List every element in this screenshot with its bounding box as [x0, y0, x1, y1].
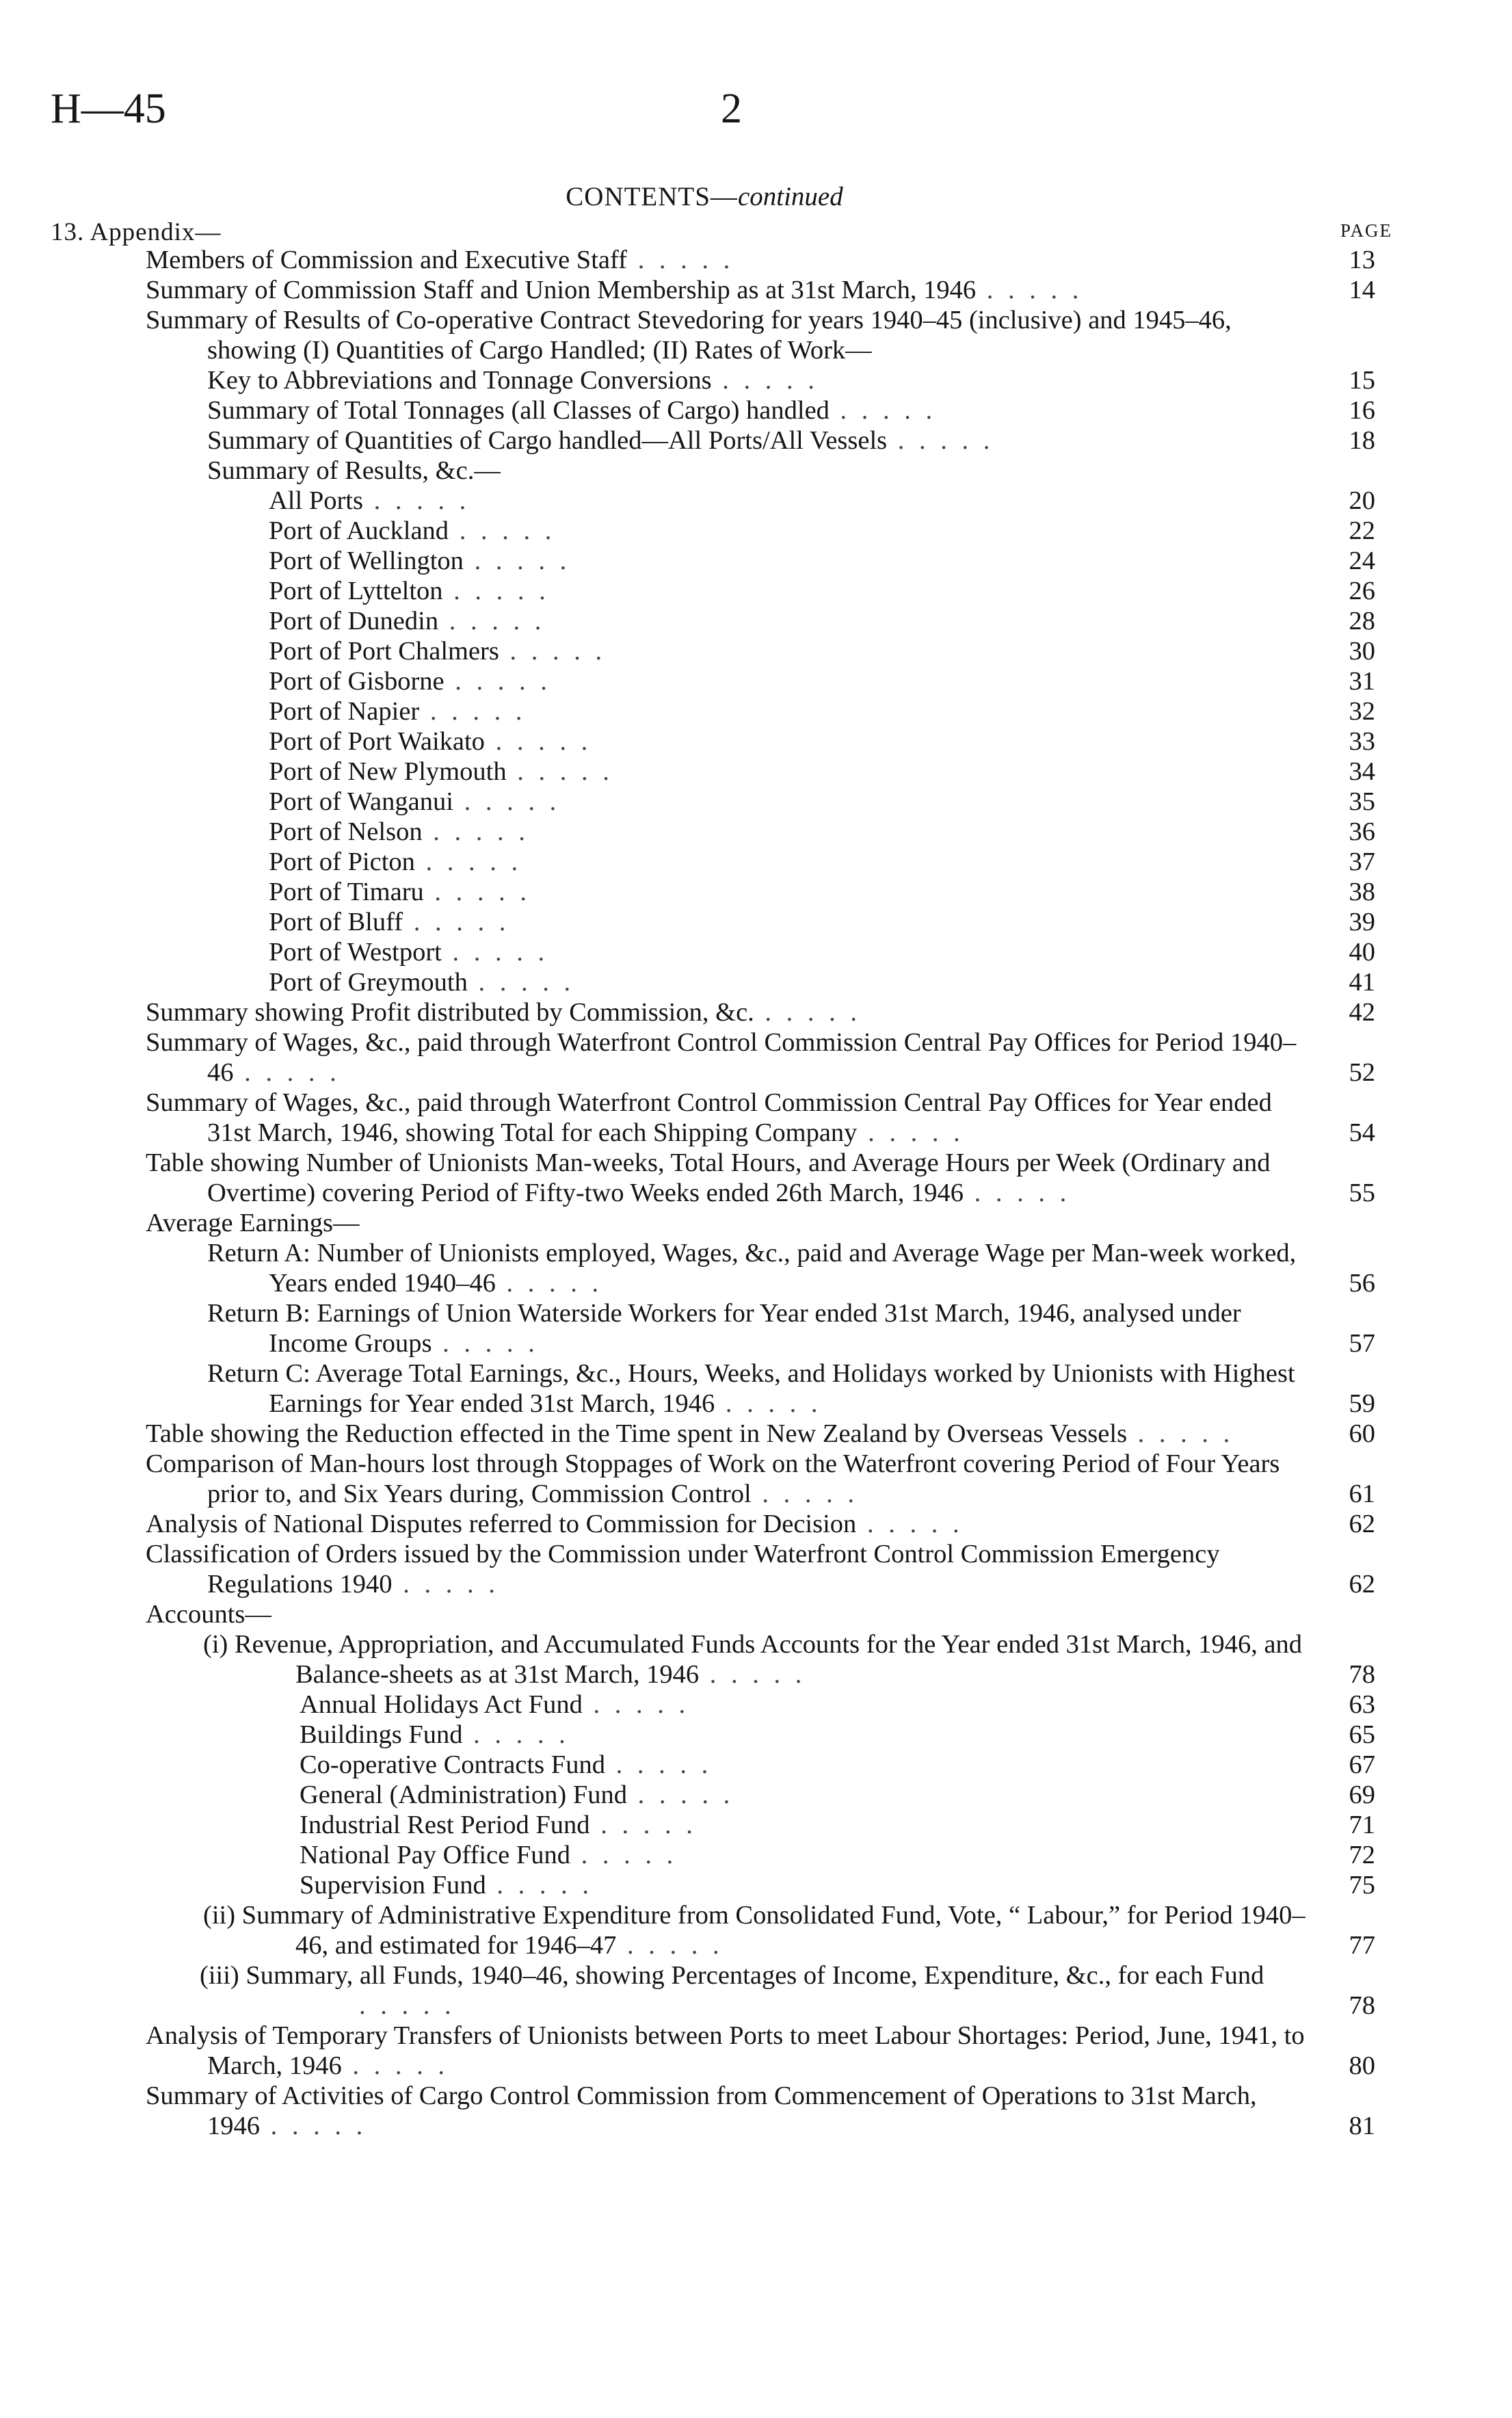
- dot-leader: . . . . .: [438, 607, 546, 635]
- appendix-heading: 13. Appendix—: [51, 218, 222, 246]
- toc-entry: [0, 606, 1512, 636]
- toc-entry-text: Summary of Total Tonnages (all Classes of Cargo) handled: [207, 396, 830, 425]
- toc-entry-text: Summary of Wages, &c., paid through Waterfront Control Commission Central Pay Offices for Period 1940–46: [146, 1028, 1297, 1087]
- toc-entry-text: Port of Wanganui: [269, 787, 453, 816]
- toc-entry-page: 78: [1349, 1991, 1375, 2020]
- toc-entry-page: 36: [1349, 817, 1375, 846]
- toc-entry-page: 32: [1349, 697, 1375, 726]
- toc-entry: [0, 1509, 1512, 1539]
- toc-entry: [0, 546, 1512, 576]
- dot-leader: . . . . .: [964, 1179, 1071, 1207]
- table-of-contents: [0, 245, 1512, 2141]
- toc-entry: [0, 636, 1512, 666]
- toc-entry-page: 62: [1349, 1510, 1375, 1538]
- toc-entry: [0, 666, 1512, 696]
- toc-entry: [0, 1088, 1512, 1148]
- toc-entry: [0, 696, 1512, 726]
- toc-entry: [0, 365, 1512, 395]
- toc-entry-page: 16: [1349, 396, 1375, 425]
- dot-leader: . . . . .: [444, 667, 551, 696]
- toc-entry: [0, 1720, 1512, 1750]
- toc-entry: [0, 847, 1512, 877]
- toc-entry-text: Port of Gisborne: [269, 667, 445, 696]
- toc-entry: [0, 1900, 1512, 1960]
- toc-entry-text: (ii) Summary of Administrative Expenditure from Consolidated Fund, Vote, “ Labour,” for Period 1940–46, and estimated for 1946–47: [203, 1901, 1305, 1960]
- toc-entry-text: Classification of Orders issued by the Commission under Waterfront Control Commission Emergency Regulations 1940: [146, 1540, 1220, 1599]
- toc-entry-page: 22: [1349, 516, 1375, 545]
- toc-entry-text: All Ports: [269, 486, 363, 515]
- dot-leader: . . . . .: [462, 1720, 570, 1749]
- toc-entry-text: Annual Holidays Act Fund: [300, 1690, 583, 1719]
- dot-leader: . . . . .: [856, 1510, 964, 1538]
- contents-title-main: CONTENTS—: [566, 182, 738, 211]
- page-number: 2: [721, 86, 742, 132]
- toc-entry: [0, 1238, 1512, 1298]
- toc-entry-text: Port of Napier: [269, 697, 420, 726]
- toc-entry-text: Members of Commission and Executive Staff: [146, 246, 627, 274]
- dot-leader: . . . . .: [359, 1991, 455, 2020]
- toc-entry-page: 56: [1349, 1269, 1375, 1298]
- dot-leader: . . . . .: [857, 1118, 964, 1147]
- toc-entry-text: Average Earnings—: [146, 1209, 360, 1237]
- toc-entry-text: Summary of Activities of Cargo Control Commission from Commencement of Operations to 31st March, 1946: [146, 2081, 1257, 2140]
- toc-entry-page: 30: [1349, 637, 1375, 666]
- contents-title: [0, 181, 1409, 212]
- toc-entry-page: 52: [1349, 1058, 1375, 1087]
- toc-entry-page: 60: [1349, 1419, 1375, 1448]
- toc-entry-page: 14: [1349, 276, 1375, 304]
- dot-leader: . . . . .: [463, 547, 571, 575]
- toc-entry-page: 37: [1349, 847, 1375, 876]
- toc-entry-text: Port of Wellington: [269, 547, 464, 575]
- contents-title-continued: continued: [737, 182, 843, 211]
- dot-leader: . . . . .: [423, 878, 531, 906]
- toc-entry-text: Port of Dunedin: [269, 607, 439, 635]
- toc-entry-page: 28: [1349, 607, 1375, 635]
- toc-entry-page: 13: [1349, 246, 1375, 274]
- toc-entry-text: Port of Port Chalmers: [269, 637, 499, 666]
- toc-entry-page: 72: [1349, 1841, 1375, 1869]
- dot-leader: . . . . .: [506, 757, 613, 786]
- toc-entry: [0, 245, 1512, 275]
- toc-entry-page: 67: [1349, 1750, 1375, 1779]
- dot-leader: . . . . .: [605, 1750, 713, 1779]
- toc-entry-page: 15: [1349, 366, 1375, 395]
- toc-entry: [0, 275, 1512, 305]
- dot-leader: . . . . .: [616, 1931, 724, 1960]
- toc-entry-text: (iii) Summary, all Funds, 1940–46, showing Percentages of Income, Expenditure, &c., for each Fund: [200, 1961, 1264, 1990]
- toc-entry: [0, 877, 1512, 907]
- toc-entry-text: Industrial Rest Period Fund: [300, 1811, 590, 1839]
- dot-leader: . . . . .: [715, 1389, 822, 1418]
- toc-entry-text: Port of Greymouth: [269, 968, 468, 997]
- toc-entry-text: Comparison of Man-hours lost through Stoppages of Work on the Waterfront covering Period of Four Years prior to, and Six Years during, Commission Control: [146, 1449, 1280, 1508]
- dot-leader: . . . . .: [582, 1690, 690, 1719]
- toc-entry: [0, 1629, 1512, 1690]
- toc-entry-page: 81: [1349, 2112, 1375, 2140]
- dot-leader: . . . . .: [484, 727, 592, 756]
- dot-leader: . . . . .: [829, 396, 937, 425]
- toc-entry-page: 34: [1349, 757, 1375, 786]
- toc-entry: [0, 2081, 1512, 2141]
- toc-entry: [0, 516, 1512, 546]
- toc-entry-text: Port of Bluff: [269, 908, 403, 936]
- toc-entry: [0, 787, 1512, 817]
- toc-entry: [0, 1208, 1512, 1238]
- toc-entry-text: Summary showing Profit distributed by Commission, &c.: [146, 998, 754, 1027]
- toc-entry: [0, 1298, 1512, 1358]
- toc-entry-page: 77: [1349, 1931, 1375, 1960]
- toc-entry-page: 24: [1349, 547, 1375, 575]
- toc-entry-page: 59: [1349, 1389, 1375, 1418]
- toc-entry-text: Table showing Number of Unionists Man-weeks, Total Hours, and Average Hours per Week (Ordinary and Overtime) covering Period of Fifty-two Weeks ended 26th March, 1946: [146, 1148, 1271, 1207]
- toc-entry-page: 35: [1349, 787, 1375, 816]
- dot-leader: . . . . .: [754, 998, 862, 1027]
- dot-leader: . . . . .: [627, 1780, 734, 1809]
- dot-leader: . . . . .: [453, 787, 561, 816]
- dot-leader: . . . . .: [449, 516, 556, 545]
- dot-leader: . . . . .: [589, 1811, 697, 1839]
- dot-leader: . . . . .: [699, 1660, 806, 1689]
- toc-entry-page: 75: [1349, 1871, 1375, 1900]
- toc-entry-text: Return C: Average Total Earnings, &c., Hours, Weeks, and Holidays worked by Unionists with Highest Earnings for Year ended 31st March, 1946: [207, 1359, 1295, 1418]
- dot-leader: . . . . .: [392, 1570, 499, 1599]
- toc-entry: [0, 1780, 1512, 1810]
- toc-entry-text: Table showing the Reduction effected in the Time spent in New Zealand by Overseas Vessels: [146, 1419, 1128, 1448]
- dot-leader: . . . . .: [570, 1841, 678, 1869]
- toc-entry: [0, 305, 1512, 365]
- toc-entry-page: 38: [1349, 878, 1375, 906]
- toc-entry-text: (i) Revenue, Appropriation, and Accumulated Funds Accounts for the Year ended 31st March, 1946, and Balance-sheets as at 31st March, 1946: [203, 1630, 1303, 1689]
- dot-leader: . . . . .: [751, 1480, 858, 1508]
- toc-entry: [0, 997, 1512, 1027]
- toc-entry: [0, 726, 1512, 757]
- toc-entry-text: Summary of Results of Co-operative Contract Stevedoring for years 1940–45 (inclusive) and 1945–46, showing (I) Quantities of Cargo Handled; (II) Rates of Work—: [146, 306, 1232, 365]
- toc-entry-text: Port of Nelson: [269, 817, 423, 846]
- toc-entry-page: 41: [1349, 968, 1375, 997]
- toc-entry-page: 20: [1349, 486, 1375, 515]
- toc-entry-text: Summary of Wages, &c., paid through Waterfront Control Commission Central Pay Offices for Year ended 31st March, 1946, showing Total for each Shipping Company: [146, 1088, 1272, 1147]
- dot-leader: . . . . .: [467, 968, 575, 997]
- toc-entry: [0, 757, 1512, 787]
- toc-entry: [0, 1810, 1512, 1840]
- toc-entry: [0, 1690, 1512, 1720]
- dot-leader: . . . . .: [441, 938, 549, 967]
- toc-entry: [0, 1449, 1512, 1509]
- toc-entry-page: 31: [1349, 667, 1375, 696]
- toc-entry-page: 40: [1349, 938, 1375, 967]
- dot-leader: . . . . .: [419, 697, 527, 726]
- dot-leader: . . . . .: [414, 847, 522, 876]
- toc-entry-page: 42: [1349, 998, 1375, 1027]
- toc-entry: [0, 1148, 1512, 1208]
- toc-entry-page: 61: [1349, 1480, 1375, 1508]
- toc-entry-text: Port of New Plymouth: [269, 757, 507, 786]
- dot-leader: . . . . .: [626, 246, 734, 274]
- toc-entry: [0, 1960, 1512, 2021]
- toc-entry: [0, 1750, 1512, 1780]
- toc-entry: [0, 1599, 1512, 1629]
- toc-entry-text: Port of Westport: [269, 938, 442, 967]
- dot-leader: . . . . .: [432, 1329, 539, 1358]
- toc-entry: [0, 486, 1512, 516]
- toc-entry: [0, 1840, 1512, 1870]
- toc-entry-text: Analysis of Temporary Transfers of Unionists between Ports to meet Labour Shortages: Period, June, 1941, to March, 1946: [146, 2021, 1305, 2080]
- toc-entry-page: 62: [1349, 1570, 1375, 1599]
- toc-entry-page: 18: [1349, 426, 1375, 455]
- toc-entry-text: Port of Timaru: [269, 878, 424, 906]
- toc-entry-text: Port of Picton: [269, 847, 415, 876]
- toc-entry-page: 78: [1349, 1660, 1375, 1689]
- toc-entry: [0, 1870, 1512, 1900]
- dot-leader: . . . . .: [403, 908, 510, 936]
- toc-entry-text: Port of Port Waikato: [269, 727, 485, 756]
- toc-entry-text: Summary of Quantities of Cargo handled—All Ports/All Vessels: [207, 426, 888, 455]
- dot-leader: . . . . .: [486, 1871, 593, 1900]
- toc-entry-page: 57: [1349, 1329, 1375, 1358]
- toc-entry-text: Key to Abbreviations and Tonnage Conversions: [207, 366, 712, 395]
- toc-entry-page: 33: [1349, 727, 1375, 756]
- toc-entry-page: 80: [1349, 2051, 1375, 2080]
- toc-entry-text: National Pay Office Fund: [300, 1841, 570, 1869]
- toc-entry-text: Port of Auckland: [269, 516, 449, 545]
- toc-entry: [0, 2021, 1512, 2081]
- toc-entry-page: 69: [1349, 1780, 1375, 1809]
- toc-entry: [0, 1027, 1512, 1088]
- dot-leader: . . . . .: [362, 486, 470, 515]
- toc-entry-text: General (Administration) Fund: [300, 1780, 628, 1809]
- toc-entry: [0, 1419, 1512, 1449]
- dot-leader: . . . . .: [341, 2051, 449, 2080]
- toc-entry-text: Summary of Commission Staff and Union Membership as at 31st March, 1946: [146, 276, 977, 304]
- dot-leader: . . . . .: [1127, 1419, 1234, 1448]
- toc-entry: [0, 1358, 1512, 1419]
- dot-leader: . . . . .: [499, 637, 607, 666]
- toc-entry-text: Co-operative Contracts Fund: [300, 1750, 605, 1779]
- dot-leader: . . . . .: [260, 2112, 367, 2140]
- toc-entry-text: Return B: Earnings of Union Waterside Workers for Year ended 31st March, 1946, analysed under Income Groups: [207, 1299, 1241, 1358]
- toc-entry-text: Supervision Fund: [300, 1871, 486, 1900]
- toc-entry-page: 65: [1349, 1720, 1375, 1749]
- toc-entry-text: Summary of Results, &c.—: [207, 456, 501, 485]
- toc-entry: [0, 937, 1512, 967]
- toc-entry-page: 55: [1349, 1179, 1375, 1207]
- dot-leader: . . . . .: [442, 577, 550, 605]
- page-column-label: PAGE: [1340, 220, 1392, 241]
- toc-entry-page: 39: [1349, 908, 1375, 936]
- toc-entry-page: 71: [1349, 1811, 1375, 1839]
- toc-entry-text: Return A: Number of Unionists employed, Wages, &c., paid and Average Wage per Man-week worked, Years ended 1940–46: [207, 1239, 1297, 1298]
- toc-entry: [0, 817, 1512, 847]
- toc-entry: [0, 576, 1512, 606]
- toc-entry-page: 26: [1349, 577, 1375, 605]
- toc-entry: [0, 1539, 1512, 1599]
- toc-entry-text: Port of Lyttelton: [269, 577, 443, 605]
- document-reference: H—45: [51, 86, 166, 132]
- dot-leader: . . . . .: [495, 1269, 603, 1298]
- toc-entry-page: 54: [1349, 1118, 1375, 1147]
- toc-entry: [0, 425, 1512, 456]
- dot-leader: . . . . .: [976, 276, 1083, 304]
- dot-leader: . . . . .: [233, 1058, 341, 1087]
- toc-entry-text: Accounts—: [146, 1600, 271, 1629]
- dot-leader: . . . . .: [422, 817, 529, 846]
- toc-entry: [0, 967, 1512, 997]
- dot-leader: . . . . .: [711, 366, 819, 395]
- toc-entry-text: Buildings Fund: [300, 1720, 463, 1749]
- toc-entry-page: 63: [1349, 1690, 1375, 1719]
- toc-entry: [0, 907, 1512, 937]
- toc-entry: [0, 456, 1512, 486]
- toc-entry: [0, 395, 1512, 425]
- toc-entry-text: Analysis of National Disputes referred to Commission for Decision: [146, 1510, 857, 1538]
- dot-leader: . . . . .: [887, 426, 994, 455]
